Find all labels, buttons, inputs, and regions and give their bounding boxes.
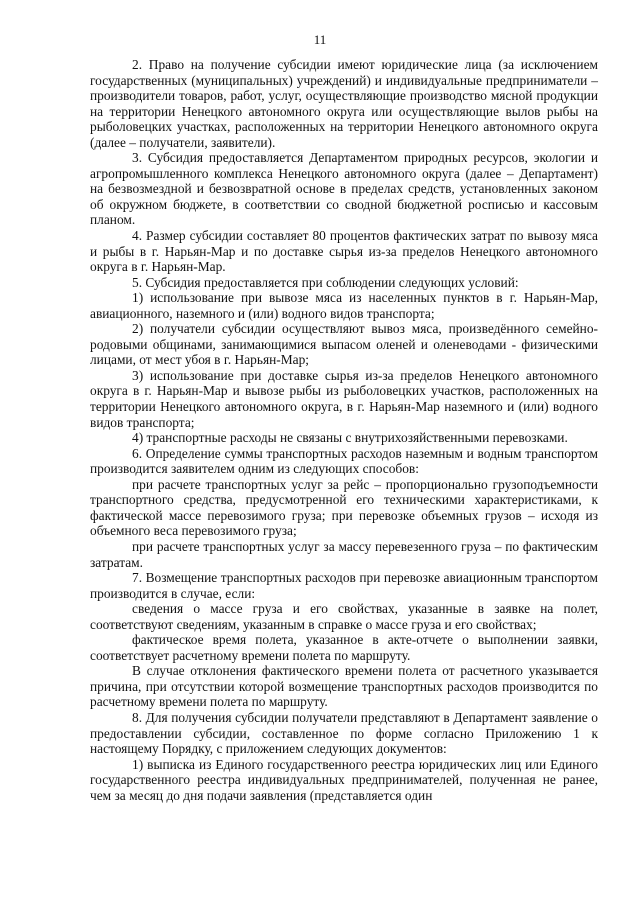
page-number: 11 — [313, 32, 327, 47]
paragraph-6-calculation: 6. Определение суммы транспортных расходов наземным и водным транспортом производится заявителем одним из следующих способов: — [90, 445, 598, 477]
document-item-1: 1) выписка из Единого государственного реестра юридических лиц или Единого государственного реестра индивидуальных предпринимателей, полученная не ранее, чем за месяц до дня подачи заявления (представляется один — [90, 756, 598, 803]
air-condition-flight-time: фактическое время полета, указанное в акте-отчете о выполнении заявки, соответствует расчетному времени полета по маршруту. — [90, 632, 598, 663]
document-body — [90, 57, 598, 803]
calculation-method-per-mass: при расчете транспортных услуг за массу перевезенного груза – по фактическим затратам. — [90, 538, 598, 570]
calculation-method-per-trip: при расчете транспортных услуг за рейс – пропорционально грузоподъемности транспортного средства, предусмотренной его техническими характеристиками, к фактической массе перевозимого груза; при перевозке объемных грузов – исходя из объемного веса перевозимого груза; — [90, 476, 598, 539]
condition-4: 4) транспортные расходы не связаны с внутрихозяйственными перевозками. — [132, 430, 568, 446]
air-deviation-note: В случае отклонения фактического времени полета от расчетного указывается причина, при отсутствии которой возмещение транспортных расходов производится по расчетному времени полета по маршруту. — [90, 663, 598, 710]
condition-1: 1) использование при вывозе мяса из населенных пунктов в г. Нарьян-Мар, авиационного, наземного и (или) водного видов транспорта; — [90, 290, 598, 321]
condition-2: 2) получатели субсидии осуществляют вывоз мяса, произведённого семейно-родовыми общинами, занимающимися выпасом оленей и оленеводами - физическими лицами, от мест убоя в г. Нарьян-Мар; — [90, 321, 598, 368]
condition-3: 3) использование при доставке сырья из-за пределов Ненецкого автономного округа в г. Нарьян-Мар и вывозе рыбы из рыболовецких участков, расположенных на территории Ненецкого автономного округа, в г. Нарьян-Мар наземного и (или) водного видов транспорта; — [90, 367, 598, 430]
air-condition-cargo: сведения о массе груза и его свойствах, указанные в заявке на полет, соответствуют сведениям, указанным в справке о массе груза и его свойствах; — [90, 601, 598, 632]
paragraph-7-air-transport: 7. Возмещение транспортных расходов при перевозке авиационным транспортом производится в случае, если: — [90, 570, 598, 601]
paragraph-8-application: 8. Для получения субсидии получатели представляют в Департамент заявление о предоставлении субсидии, составленное по форме согласно Приложению 1 к настоящему Порядку, с приложением следующих документов: — [90, 709, 598, 757]
paragraph-4-amount: 4. Размер субсидии составляет 80 процентов фактических затрат по вывозу мяса и рыбы в г. Нарьян-Мар и по доставке сырья из-за пределов Ненецкого автономного округа в г. Нарьян-Мар. — [90, 228, 598, 275]
paragraph-5-conditions: 5. Субсидия предоставляется при соблюдении следующих условий: — [132, 274, 519, 290]
paragraph-3-provider: 3. Субсидия предоставляется Департаментом природных ресурсов, экологии и агропромышленного комплекса Ненецкого автономного округа (далее – Департамент) на безвозмездной и безвозвратной основе в пределах средств, установленных законом об окружном бюджете, в соответствии со сводной бюджетной росписью и кассовым планом. — [90, 150, 598, 228]
paragraph-2-eligibility: 2. Право на получение субсидии имеют юридические лица (за исключением государственных (муниципальных) учреждений) и индивидуальные предприниматели – производители товаров, работ, услуг, осуществляющие производство мясной продукции на территории Ненецкого автономного округа или осуществляющие вылов рыбы на рыболовецких участках, расположенных на территории Ненецкого автономного округа (далее – получатели, заявители). — [90, 57, 598, 150]
